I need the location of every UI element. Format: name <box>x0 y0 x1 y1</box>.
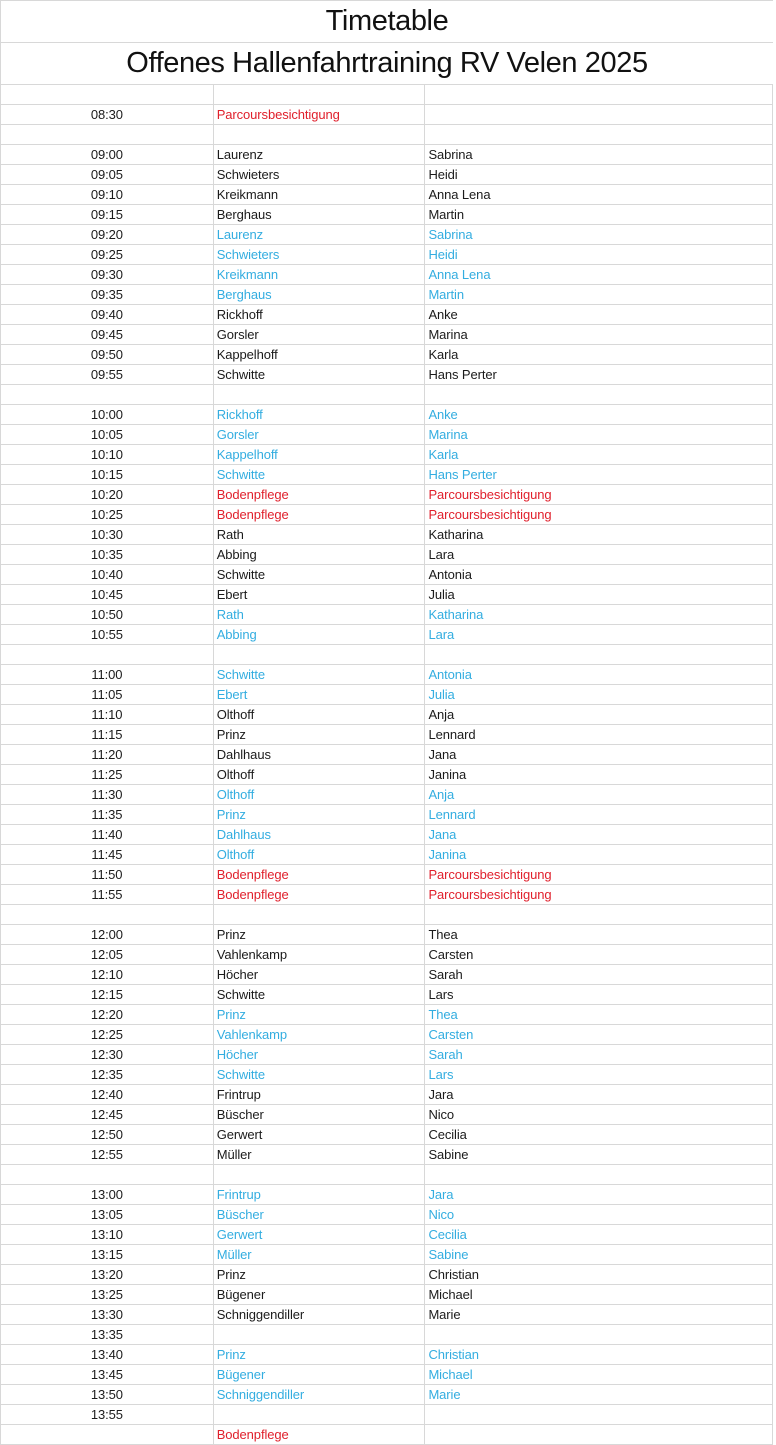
name-cell-1: Laurenz <box>214 145 426 165</box>
table-row <box>1 1025 773 1045</box>
name-cell-1: Höcher <box>214 965 426 985</box>
time-cell: 11:35 <box>1 805 214 825</box>
subtitle-row <box>1 43 773 85</box>
name-cell-1: Prinz <box>214 1265 426 1285</box>
name-cell-2: Antonia <box>425 565 773 585</box>
table-row <box>1 905 773 925</box>
name-cell-1: Kreikmann <box>214 185 426 205</box>
time-cell: 12:15 <box>1 985 214 1005</box>
name-cell-2: Christian <box>425 1345 773 1365</box>
table-row <box>1 325 773 345</box>
table-row <box>1 505 773 525</box>
table-row <box>1 245 773 265</box>
table-row <box>1 365 773 385</box>
name-cell-2: Lara <box>425 545 773 565</box>
table-row <box>1 1345 773 1365</box>
table-row <box>1 945 773 965</box>
name-cell-1: Laurenz <box>214 225 426 245</box>
name-cell-1: Dahlhaus <box>214 825 426 845</box>
name-cell-1: Kappelhoff <box>214 445 426 465</box>
time-cell: 10:40 <box>1 565 214 585</box>
name-cell-2: Marina <box>425 425 773 445</box>
name-cell-2: Carsten <box>425 945 773 965</box>
name-cell-1: Bügener <box>214 1285 426 1305</box>
table-row <box>1 785 773 805</box>
time-cell: 11:15 <box>1 725 214 745</box>
name-cell-1: Frintrup <box>214 1085 426 1105</box>
name-cell-2: Marie <box>425 1305 773 1325</box>
time-cell: 13:00 <box>1 1185 214 1205</box>
name-cell-2 <box>425 85 773 105</box>
time-cell: 10:25 <box>1 505 214 525</box>
name-cell-2: Julia <box>425 585 773 605</box>
table-row <box>1 445 773 465</box>
name-cell-1: Müller <box>214 1245 426 1265</box>
name-cell-1: Schwitte <box>214 465 426 485</box>
name-cell-2: Anja <box>425 705 773 725</box>
time-cell: 10:45 <box>1 585 214 605</box>
table-row <box>1 845 773 865</box>
name-cell-2: Katharina <box>425 525 773 545</box>
table-row <box>1 1325 773 1345</box>
table-row <box>1 345 773 365</box>
table-row <box>1 1145 773 1165</box>
name-cell-2 <box>425 1325 773 1345</box>
time-cell: 11:55 <box>1 885 214 905</box>
name-cell-2 <box>425 645 773 665</box>
table-row <box>1 585 773 605</box>
time-cell <box>1 645 214 665</box>
time-cell: 13:25 <box>1 1285 214 1305</box>
name-cell-1: Müller <box>214 1145 426 1165</box>
name-cell-1: Prinz <box>214 925 426 945</box>
name-cell-1: Schwitte <box>214 1065 426 1085</box>
name-cell-2: Janina <box>425 845 773 865</box>
name-cell-2: Sarah <box>425 1045 773 1065</box>
name-cell-1: Olthoff <box>214 765 426 785</box>
table-row <box>1 165 773 185</box>
time-cell: 10:50 <box>1 605 214 625</box>
time-cell <box>1 125 214 145</box>
time-cell: 10:10 <box>1 445 214 465</box>
name-cell-2: Sabrina <box>425 145 773 165</box>
name-cell-1: Kreikmann <box>214 265 426 285</box>
name-cell-2 <box>425 1165 773 1185</box>
table-row <box>1 705 773 725</box>
time-cell: 12:10 <box>1 965 214 985</box>
name-cell-2 <box>425 125 773 145</box>
name-cell-1: Schwitte <box>214 565 426 585</box>
time-cell <box>1 1165 214 1185</box>
table-row <box>1 1185 773 1205</box>
table-row <box>1 685 773 705</box>
time-cell: 12:55 <box>1 1145 214 1165</box>
name-cell-2: Parcoursbesichtigung <box>425 485 773 505</box>
table-row <box>1 645 773 665</box>
time-cell: 12:30 <box>1 1045 214 1065</box>
time-cell: 09:50 <box>1 345 214 365</box>
table-row <box>1 1405 773 1425</box>
name-cell-2: Cecilia <box>425 1125 773 1145</box>
table-row <box>1 885 773 905</box>
name-cell-1: Büscher <box>214 1205 426 1225</box>
table-row <box>1 485 773 505</box>
table-row <box>1 805 773 825</box>
table-row <box>1 1065 773 1085</box>
table-row <box>1 305 773 325</box>
table-row <box>1 665 773 685</box>
table-row <box>1 745 773 765</box>
name-cell-1: Parcoursbesichtigung <box>214 105 426 125</box>
name-cell-2: Jara <box>425 1185 773 1205</box>
time-cell <box>1 85 214 105</box>
name-cell-2: Sarah <box>425 965 773 985</box>
name-cell-2: Sabine <box>425 1245 773 1265</box>
time-cell: 12:50 <box>1 1125 214 1145</box>
table-row <box>1 605 773 625</box>
time-cell: 12:25 <box>1 1025 214 1045</box>
name-cell-2: Marina <box>425 325 773 345</box>
name-cell-2: Sabine <box>425 1145 773 1165</box>
name-cell-2: Lara <box>425 625 773 645</box>
name-cell-1: Vahlenkamp <box>214 1025 426 1045</box>
name-cell-2: Lars <box>425 985 773 1005</box>
name-cell-2: Parcoursbesichtigung <box>425 505 773 525</box>
name-cell-2 <box>425 385 773 405</box>
time-cell: 09:15 <box>1 205 214 225</box>
time-cell: 10:20 <box>1 485 214 505</box>
name-cell-2: Parcoursbesichtigung <box>425 885 773 905</box>
name-cell-1: Vahlenkamp <box>214 945 426 965</box>
table-row <box>1 1265 773 1285</box>
table-row <box>1 625 773 645</box>
time-cell: 10:00 <box>1 405 214 425</box>
table-row <box>1 1225 773 1245</box>
time-cell: 13:30 <box>1 1305 214 1325</box>
name-cell-2: Anna Lena <box>425 185 773 205</box>
time-cell: 11:30 <box>1 785 214 805</box>
table-row <box>1 765 773 785</box>
table-row <box>1 1285 773 1305</box>
name-cell-1: Rath <box>214 605 426 625</box>
time-cell: 13:50 <box>1 1385 214 1405</box>
table-row <box>1 725 773 745</box>
time-cell: 12:00 <box>1 925 214 945</box>
time-cell: 13:05 <box>1 1205 214 1225</box>
table-row <box>1 85 773 105</box>
time-cell: 11:25 <box>1 765 214 785</box>
name-cell-1: Schniggendiller <box>214 1305 426 1325</box>
name-cell-1 <box>214 905 426 925</box>
name-cell-2: Janina <box>425 765 773 785</box>
name-cell-1: Schwieters <box>214 245 426 265</box>
time-cell: 13:35 <box>1 1325 214 1345</box>
table-row <box>1 1165 773 1185</box>
name-cell-1: Büscher <box>214 1105 426 1125</box>
table-row <box>1 1205 773 1225</box>
name-cell-1: Gerwert <box>214 1125 426 1145</box>
name-cell-2: Heidi <box>425 165 773 185</box>
name-cell-1: Ebert <box>214 685 426 705</box>
table-row <box>1 525 773 545</box>
name-cell-1: Olthoff <box>214 785 426 805</box>
table-row <box>1 225 773 245</box>
name-cell-2: Hans Perter <box>425 465 773 485</box>
time-cell: 11:05 <box>1 685 214 705</box>
name-cell-1: Rath <box>214 525 426 545</box>
name-cell-1 <box>214 645 426 665</box>
time-cell: 10:35 <box>1 545 214 565</box>
name-cell-1: Bodenpflege <box>214 885 426 905</box>
table-row <box>1 985 773 1005</box>
table-row <box>1 105 773 125</box>
name-cell-1: Bodenpflege <box>214 1425 426 1445</box>
table-row <box>1 825 773 845</box>
name-cell-2: Antonia <box>425 665 773 685</box>
name-cell-2: Lars <box>425 1065 773 1085</box>
time-cell: 11:20 <box>1 745 214 765</box>
name-cell-2: Karla <box>425 445 773 465</box>
name-cell-2: Thea <box>425 1005 773 1025</box>
time-cell: 11:00 <box>1 665 214 685</box>
name-cell-1: Abbing <box>214 625 426 645</box>
time-cell: 10:30 <box>1 525 214 545</box>
name-cell-1: Schwitte <box>214 985 426 1005</box>
table-row <box>1 1385 773 1405</box>
time-cell: 10:55 <box>1 625 214 645</box>
name-cell-1: Berghaus <box>214 285 426 305</box>
table-row <box>1 265 773 285</box>
table-row <box>1 1245 773 1265</box>
name-cell-1: Abbing <box>214 545 426 565</box>
table-row <box>1 205 773 225</box>
time-cell: 09:25 <box>1 245 214 265</box>
name-cell-1: Bodenpflege <box>214 865 426 885</box>
name-cell-2: Parcoursbesichtigung <box>425 865 773 885</box>
table-row <box>1 1105 773 1125</box>
name-cell-1: Ebert <box>214 585 426 605</box>
table-row <box>1 1045 773 1065</box>
time-cell <box>1 905 214 925</box>
time-cell: 09:55 <box>1 365 214 385</box>
table-row <box>1 405 773 425</box>
name-cell-1: Berghaus <box>214 205 426 225</box>
table-row <box>1 565 773 585</box>
time-cell: 11:50 <box>1 865 214 885</box>
table-row <box>1 965 773 985</box>
name-cell-1: Dahlhaus <box>214 745 426 765</box>
time-cell: 13:10 <box>1 1225 214 1245</box>
table-row <box>1 545 773 565</box>
name-cell-1 <box>214 1325 426 1345</box>
name-cell-2: Marie <box>425 1385 773 1405</box>
name-cell-2: Anke <box>425 305 773 325</box>
time-cell: 12:20 <box>1 1005 214 1025</box>
table-row <box>1 1425 773 1445</box>
time-cell: 09:05 <box>1 165 214 185</box>
table-row <box>1 865 773 885</box>
table-row <box>1 925 773 945</box>
name-cell-1: Kappelhoff <box>214 345 426 365</box>
time-cell: 08:30 <box>1 105 214 125</box>
name-cell-2: Anna Lena <box>425 265 773 285</box>
name-cell-1: Schwitte <box>214 665 426 685</box>
name-cell-1: Gorsler <box>214 425 426 445</box>
name-cell-2 <box>425 105 773 125</box>
name-cell-1: Schwieters <box>214 165 426 185</box>
time-cell: 13:45 <box>1 1365 214 1385</box>
time-cell <box>1 385 214 405</box>
name-cell-2: Jana <box>425 825 773 845</box>
name-cell-2: Jara <box>425 1085 773 1105</box>
name-cell-1 <box>214 1165 426 1185</box>
name-cell-2: Karla <box>425 345 773 365</box>
name-cell-2: Sabrina <box>425 225 773 245</box>
name-cell-1: Schwitte <box>214 365 426 385</box>
name-cell-1: Bodenpflege <box>214 485 426 505</box>
time-cell: 12:05 <box>1 945 214 965</box>
name-cell-1 <box>214 85 426 105</box>
page-title: Timetable <box>325 5 449 37</box>
name-cell-2: Anja <box>425 785 773 805</box>
name-cell-1: Prinz <box>214 1005 426 1025</box>
name-cell-2: Carsten <box>425 1025 773 1045</box>
name-cell-1: Prinz <box>214 1345 426 1365</box>
name-cell-1: Rickhoff <box>214 305 426 325</box>
name-cell-1 <box>214 1405 426 1425</box>
name-cell-1: Höcher <box>214 1045 426 1065</box>
name-cell-1: Gerwert <box>214 1225 426 1245</box>
name-cell-1: Schniggendiller <box>214 1385 426 1405</box>
time-cell: 09:35 <box>1 285 214 305</box>
name-cell-2: Michael <box>425 1285 773 1305</box>
time-cell: 12:35 <box>1 1065 214 1085</box>
time-cell: 11:45 <box>1 845 214 865</box>
name-cell-2: Nico <box>425 1205 773 1225</box>
table-row <box>1 465 773 485</box>
name-cell-2: Martin <box>425 205 773 225</box>
page-subtitle: Offenes Hallenfahrtraining RV Velen 2025 <box>126 47 648 79</box>
time-cell: 12:45 <box>1 1105 214 1125</box>
table-row <box>1 1365 773 1385</box>
time-cell: 09:40 <box>1 305 214 325</box>
table-row <box>1 145 773 165</box>
name-cell-1: Rickhoff <box>214 405 426 425</box>
name-cell-2: Michael <box>425 1365 773 1385</box>
name-cell-1: Olthoff <box>214 845 426 865</box>
name-cell-1: Prinz <box>214 725 426 745</box>
table-row <box>1 385 773 405</box>
name-cell-2 <box>425 1425 773 1445</box>
name-cell-1: Prinz <box>214 805 426 825</box>
time-cell: 13:20 <box>1 1265 214 1285</box>
name-cell-2: Anke <box>425 405 773 425</box>
time-cell: 11:40 <box>1 825 214 845</box>
name-cell-1: Bügener <box>214 1365 426 1385</box>
name-cell-2: Hans Perter <box>425 365 773 385</box>
title-row <box>1 1 773 43</box>
name-cell-1: Gorsler <box>214 325 426 345</box>
name-cell-1 <box>214 385 426 405</box>
table-row <box>1 125 773 145</box>
time-cell: 13:40 <box>1 1345 214 1365</box>
time-cell: 12:40 <box>1 1085 214 1105</box>
table-row <box>1 1125 773 1145</box>
name-cell-2 <box>425 1405 773 1425</box>
name-cell-2 <box>425 905 773 925</box>
table-row <box>1 1005 773 1025</box>
name-cell-2: Katharina <box>425 605 773 625</box>
timetable-body <box>1 85 773 1445</box>
name-cell-2: Thea <box>425 925 773 945</box>
table-row <box>1 285 773 305</box>
name-cell-1: Bodenpflege <box>214 505 426 525</box>
name-cell-2: Nico <box>425 1105 773 1125</box>
time-cell: 09:00 <box>1 145 214 165</box>
name-cell-1 <box>214 125 426 145</box>
table-row <box>1 1085 773 1105</box>
name-cell-2: Cecilia <box>425 1225 773 1245</box>
table-row <box>1 185 773 205</box>
time-cell: 13:15 <box>1 1245 214 1265</box>
name-cell-1: Olthoff <box>214 705 426 725</box>
name-cell-2: Heidi <box>425 245 773 265</box>
time-cell: 09:30 <box>1 265 214 285</box>
table-row <box>1 1305 773 1325</box>
name-cell-2: Julia <box>425 685 773 705</box>
name-cell-2: Lennard <box>425 725 773 745</box>
time-cell: 09:45 <box>1 325 214 345</box>
name-cell-2: Christian <box>425 1265 773 1285</box>
time-cell <box>1 1425 214 1445</box>
time-cell: 09:10 <box>1 185 214 205</box>
table-row <box>1 425 773 445</box>
time-cell: 11:10 <box>1 705 214 725</box>
time-cell: 13:55 <box>1 1405 214 1425</box>
time-cell: 10:15 <box>1 465 214 485</box>
name-cell-2: Martin <box>425 285 773 305</box>
time-cell: 10:05 <box>1 425 214 445</box>
name-cell-2: Lennard <box>425 805 773 825</box>
name-cell-2: Jana <box>425 745 773 765</box>
time-cell: 09:20 <box>1 225 214 245</box>
name-cell-1: Frintrup <box>214 1185 426 1205</box>
